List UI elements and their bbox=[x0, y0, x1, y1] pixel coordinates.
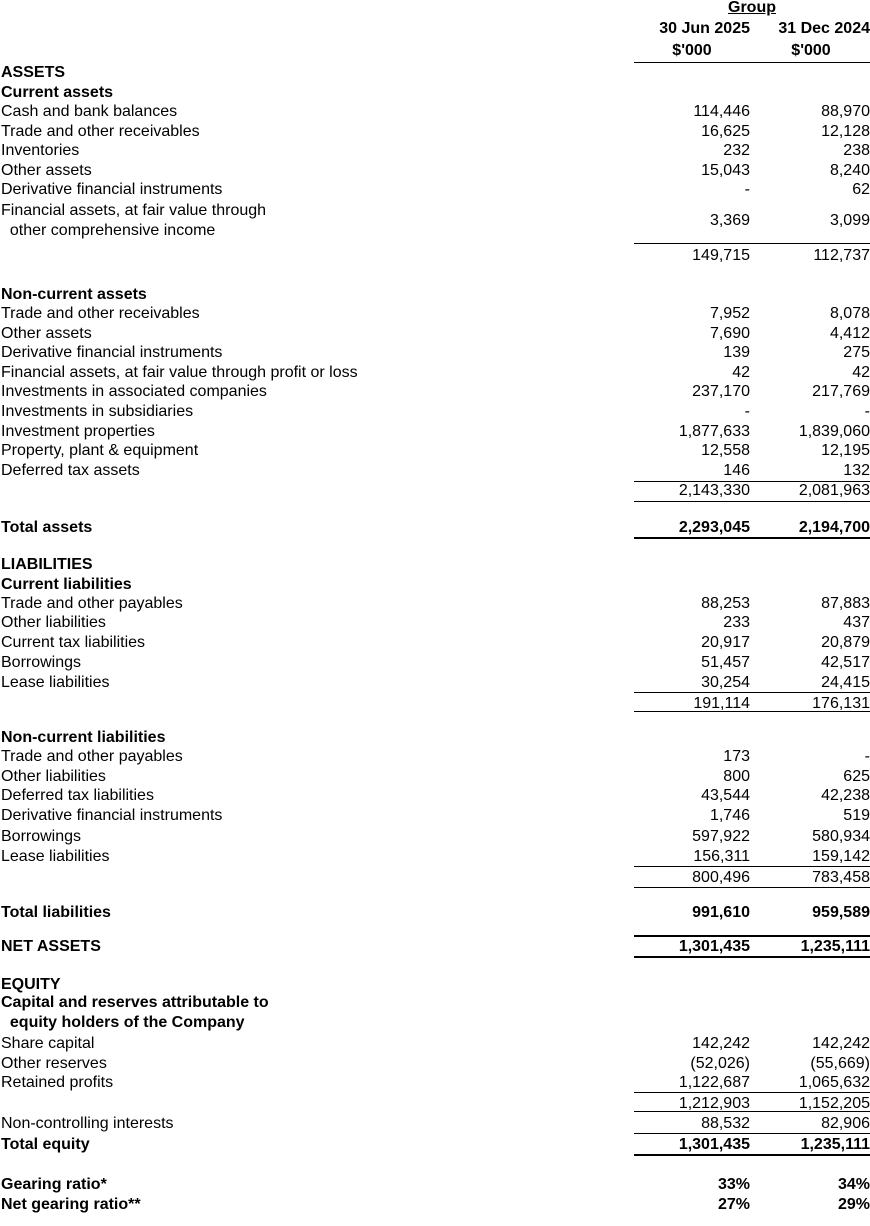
value-31-dec-2024: - bbox=[864, 748, 870, 765]
table-row bbox=[0, 975, 870, 995]
table-row bbox=[0, 63, 870, 83]
value-31-dec-2024: 217,769 bbox=[812, 383, 870, 400]
value-30-jun-2025: 43,544 bbox=[701, 787, 750, 804]
row-label: Other assets bbox=[1, 325, 92, 342]
value-30-jun-2025: 7,952 bbox=[709, 305, 750, 322]
value-30-jun-2025: 991,610 bbox=[692, 904, 750, 921]
row-label: ASSETS bbox=[1, 64, 66, 81]
col1-date: 30 Jun 2025 bbox=[659, 20, 750, 37]
value-31-dec-2024: 88,970 bbox=[821, 103, 870, 120]
row-label: Trade and other payables bbox=[1, 595, 183, 612]
value-31-dec-2024: 275 bbox=[843, 344, 870, 361]
row-label: Derivative financial instruments bbox=[1, 344, 223, 361]
value-31-dec-2024: 1,235,111 bbox=[800, 1136, 870, 1153]
table-row bbox=[0, 343, 870, 363]
table-row bbox=[0, 122, 870, 142]
row-label: Deferred tax assets bbox=[1, 462, 140, 479]
value-31-dec-2024: 159,142 bbox=[812, 848, 870, 865]
row-label: Other liabilities bbox=[1, 768, 106, 785]
total-rule bbox=[634, 887, 870, 888]
value-30-jun-2025: 27% bbox=[717, 1196, 750, 1213]
col2-unit: $'000 bbox=[791, 42, 831, 59]
value-31-dec-2024: 4,412 bbox=[829, 325, 870, 342]
total-rule bbox=[634, 866, 870, 867]
value-31-dec-2024: 132 bbox=[843, 462, 870, 479]
total-rule bbox=[634, 692, 870, 693]
col2-date: 31 Dec 2024 bbox=[778, 20, 870, 37]
value-30-jun-2025: 146 bbox=[723, 462, 750, 479]
table-row bbox=[0, 1195, 870, 1215]
value-31-dec-2024: 176,131 bbox=[812, 695, 870, 712]
table-row bbox=[0, 518, 870, 538]
row-label: Non-current assets bbox=[1, 286, 147, 303]
table-row bbox=[0, 575, 870, 595]
table-row bbox=[0, 613, 870, 633]
table-row bbox=[0, 1114, 870, 1134]
value-31-dec-2024: 1,152,205 bbox=[798, 1095, 870, 1112]
value-31-dec-2024: 24,415 bbox=[821, 674, 870, 691]
value-30-jun-2025: - bbox=[744, 403, 750, 420]
row-label: Total liabilities bbox=[1, 904, 111, 921]
value-31-dec-2024: 519 bbox=[843, 807, 870, 824]
value-31-dec-2024: 437 bbox=[843, 614, 870, 631]
table-row bbox=[0, 1175, 870, 1195]
total-rule bbox=[634, 501, 870, 502]
total-rule bbox=[634, 537, 870, 539]
value-30-jun-2025: 597,922 bbox=[692, 828, 750, 845]
total-rule bbox=[634, 935, 870, 937]
table-row bbox=[0, 937, 870, 957]
row-label: Derivative financial instruments bbox=[1, 181, 223, 198]
row-label: NET ASSETS bbox=[1, 938, 101, 955]
table-row bbox=[0, 201, 870, 239]
value-31-dec-2024: 2,194,700 bbox=[798, 519, 870, 536]
value-30-jun-2025: 42 bbox=[732, 364, 750, 381]
value-31-dec-2024: 62 bbox=[852, 181, 870, 198]
value-30-jun-2025: 1,877,633 bbox=[678, 423, 750, 440]
value-31-dec-2024: 8,240 bbox=[829, 162, 870, 179]
value-31-dec-2024: 42,238 bbox=[821, 787, 870, 804]
value-30-jun-2025: 156,311 bbox=[693, 848, 750, 865]
total-rule bbox=[634, 243, 870, 244]
row-label: Borrowings bbox=[1, 654, 82, 671]
row-label: Lease liabilities bbox=[1, 674, 110, 691]
value-31-dec-2024: 580,934 bbox=[812, 828, 870, 845]
row-label: Trade and other payables bbox=[1, 748, 183, 765]
row-label: Current tax liabilities bbox=[1, 634, 146, 651]
value-30-jun-2025: 2,143,330 bbox=[678, 482, 750, 499]
value-30-jun-2025: 16,625 bbox=[701, 123, 750, 140]
row-label: Net gearing ratio** bbox=[1, 1196, 141, 1213]
value-30-jun-2025: - bbox=[744, 181, 750, 198]
table-row bbox=[0, 83, 870, 103]
table-row bbox=[0, 285, 870, 305]
row-label: Financial assets, at fair value through profit or loss bbox=[1, 364, 358, 381]
value-31-dec-2024: - bbox=[864, 403, 870, 420]
value-30-jun-2025: 20,917 bbox=[701, 634, 750, 651]
value-30-jun-2025: (52,026) bbox=[690, 1055, 750, 1072]
value-30-jun-2025: 15,043 bbox=[701, 162, 750, 179]
value-31-dec-2024: (55,669) bbox=[810, 1055, 870, 1072]
value-31-dec-2024: 1,839,060 bbox=[798, 423, 870, 440]
row-label: Non-controlling interests bbox=[1, 1115, 174, 1132]
row-label: Investments in subsidiaries bbox=[1, 403, 194, 420]
table-row bbox=[0, 1034, 870, 1054]
table-row bbox=[0, 382, 870, 402]
table-row bbox=[0, 993, 870, 1031]
value-30-jun-2025: 88,532 bbox=[701, 1115, 750, 1132]
table-row bbox=[0, 141, 870, 161]
total-rule bbox=[634, 1154, 870, 1156]
value-30-jun-2025: 1,301,435 bbox=[678, 1136, 750, 1153]
value-31-dec-2024: 959,589 bbox=[812, 904, 870, 921]
row-label-continued: other comprehensive income bbox=[1, 222, 216, 239]
value-30-jun-2025: 233 bbox=[723, 614, 750, 631]
row-label: Other liabilities bbox=[1, 614, 106, 631]
row-label: Lease liabilities bbox=[1, 848, 110, 865]
row-label: Current assets bbox=[1, 84, 114, 101]
table-row bbox=[0, 653, 870, 673]
row-label: Capital and reserves attributable to bbox=[1, 994, 269, 1011]
table-row bbox=[0, 1054, 870, 1074]
value-30-jun-2025: 114,446 bbox=[693, 103, 750, 120]
value-30-jun-2025: 3,369 bbox=[709, 212, 750, 229]
row-label: Current liabilities bbox=[1, 576, 132, 593]
total-rule bbox=[634, 1111, 870, 1112]
row-label: Derivative financial instruments bbox=[1, 807, 223, 824]
row-label: Total assets bbox=[1, 519, 93, 536]
row-label: LIABILITIES bbox=[1, 556, 93, 573]
value-31-dec-2024: 8,078 bbox=[829, 305, 870, 322]
row-label: Total equity bbox=[1, 1136, 90, 1153]
table-row bbox=[0, 728, 870, 748]
row-label: Investments in associated companies bbox=[1, 383, 267, 400]
value-30-jun-2025: 191,114 bbox=[693, 695, 750, 712]
value-30-jun-2025: 30,254 bbox=[701, 674, 750, 691]
table-row bbox=[0, 1135, 870, 1155]
table-row bbox=[0, 868, 870, 888]
value-31-dec-2024: 2,081,963 bbox=[798, 482, 870, 499]
value-30-jun-2025: 2,293,045 bbox=[678, 519, 750, 536]
table-row bbox=[0, 847, 870, 867]
row-label: Other assets bbox=[1, 162, 92, 179]
value-30-jun-2025: 1,746 bbox=[709, 807, 750, 824]
table-row bbox=[0, 481, 870, 501]
row-label: Financial assets, at fair value through bbox=[1, 202, 267, 219]
value-30-jun-2025: 7,690 bbox=[709, 325, 750, 342]
table-row bbox=[0, 673, 870, 693]
table-row bbox=[0, 324, 870, 344]
row-label: Deferred tax liabilities bbox=[1, 787, 154, 804]
total-rule bbox=[634, 481, 870, 482]
row-label: Other reserves bbox=[1, 1055, 107, 1072]
row-label-continued: equity holders of the Company bbox=[1, 1014, 245, 1031]
table-row bbox=[0, 594, 870, 614]
value-31-dec-2024: 238 bbox=[843, 142, 870, 159]
table-row bbox=[0, 304, 870, 324]
value-30-jun-2025: 237,170 bbox=[692, 383, 750, 400]
table-row bbox=[0, 363, 870, 383]
value-31-dec-2024: 87,883 bbox=[821, 595, 870, 612]
table-row bbox=[0, 441, 870, 461]
value-30-jun-2025: 1,122,687 bbox=[678, 1074, 750, 1091]
table-row bbox=[0, 555, 870, 575]
value-31-dec-2024: 1,235,111 bbox=[800, 938, 870, 955]
table-row bbox=[0, 422, 870, 442]
row-label: Retained profits bbox=[1, 1074, 114, 1091]
value-30-jun-2025: 139 bbox=[723, 344, 750, 361]
value-31-dec-2024: 3,099 bbox=[829, 212, 870, 229]
table-row bbox=[0, 786, 870, 806]
row-label: Inventories bbox=[1, 142, 80, 159]
group-header: Group bbox=[728, 0, 776, 16]
value-31-dec-2024: 142,242 bbox=[812, 1035, 870, 1052]
value-30-jun-2025: 232 bbox=[723, 142, 750, 159]
table-row bbox=[0, 180, 870, 200]
table-row bbox=[0, 633, 870, 653]
row-label: Gearing ratio* bbox=[1, 1176, 107, 1193]
total-rule bbox=[634, 956, 870, 958]
value-31-dec-2024: 112,737 bbox=[813, 247, 870, 264]
row-label: Trade and other receivables bbox=[1, 305, 200, 322]
table-row bbox=[0, 246, 870, 266]
value-31-dec-2024: 12,128 bbox=[821, 123, 870, 140]
value-31-dec-2024: 42 bbox=[852, 364, 870, 381]
value-30-jun-2025: 173 bbox=[723, 748, 750, 765]
value-31-dec-2024: 783,458 bbox=[812, 869, 870, 886]
value-30-jun-2025: 33% bbox=[717, 1176, 750, 1193]
row-label: Cash and bank balances bbox=[1, 103, 178, 120]
table-row bbox=[0, 827, 870, 847]
total-rule bbox=[634, 711, 870, 712]
value-30-jun-2025: 800,496 bbox=[692, 869, 750, 886]
table-row bbox=[0, 102, 870, 122]
value-30-jun-2025: 51,457 bbox=[701, 654, 750, 671]
value-30-jun-2025: 1,301,435 bbox=[678, 938, 750, 955]
col1-unit: $'000 bbox=[672, 42, 712, 59]
table-row bbox=[0, 747, 870, 767]
value-31-dec-2024: 1,065,632 bbox=[798, 1074, 870, 1091]
value-30-jun-2025: 12,558 bbox=[701, 442, 750, 459]
row-label: Trade and other receivables bbox=[1, 123, 200, 140]
table-row bbox=[0, 1073, 870, 1093]
table-row bbox=[0, 767, 870, 787]
row-label: EQUITY bbox=[1, 976, 61, 993]
row-label: Share capital bbox=[1, 1035, 95, 1052]
value-30-jun-2025: 1,212,903 bbox=[678, 1095, 750, 1112]
row-label: Non-current liabilities bbox=[1, 729, 166, 746]
total-rule bbox=[634, 1133, 870, 1134]
row-label: Investment properties bbox=[1, 423, 155, 440]
table-row bbox=[0, 903, 870, 923]
value-31-dec-2024: 625 bbox=[843, 768, 870, 785]
value-30-jun-2025: 149,715 bbox=[692, 247, 750, 264]
value-30-jun-2025: 142,242 bbox=[692, 1035, 750, 1052]
row-label: Borrowings bbox=[1, 828, 82, 845]
value-30-jun-2025: 800 bbox=[723, 768, 750, 785]
value-31-dec-2024: 82,906 bbox=[821, 1115, 870, 1132]
table-row bbox=[0, 402, 870, 422]
value-31-dec-2024: 42,517 bbox=[821, 654, 870, 671]
value-31-dec-2024: 29% bbox=[837, 1196, 870, 1213]
value-30-jun-2025: 88,253 bbox=[701, 595, 750, 612]
table-row bbox=[0, 461, 870, 481]
value-31-dec-2024: 12,195 bbox=[821, 442, 870, 459]
table-row bbox=[0, 806, 870, 826]
value-31-dec-2024: 20,879 bbox=[821, 634, 870, 651]
value-31-dec-2024: 34% bbox=[837, 1176, 870, 1193]
table-row bbox=[0, 161, 870, 181]
total-rule bbox=[634, 1092, 870, 1093]
row-label: Property, plant & equipment bbox=[1, 442, 199, 459]
